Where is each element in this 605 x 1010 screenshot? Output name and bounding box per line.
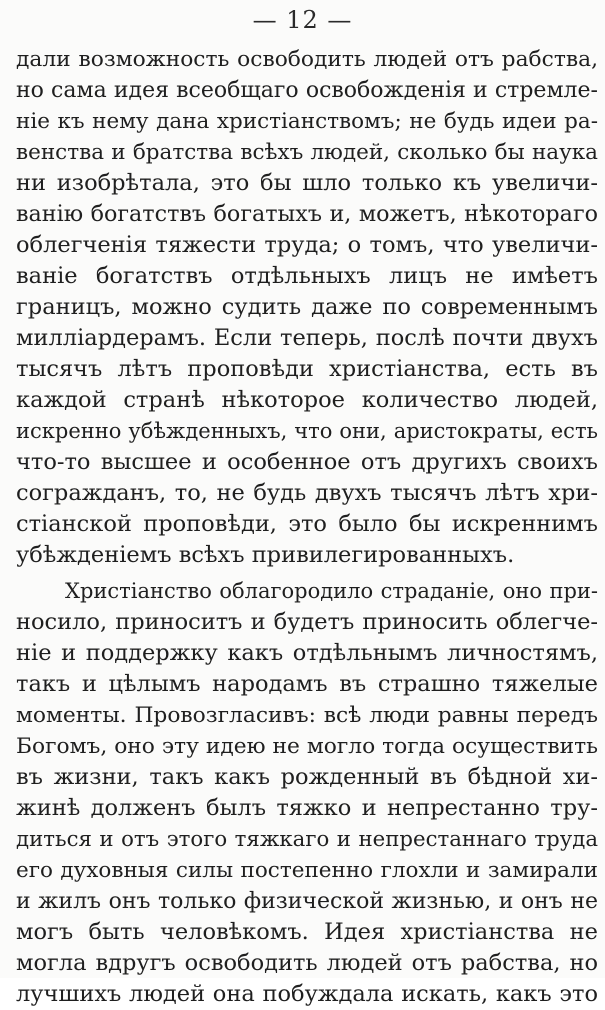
text-line: стіанской проповѣди, это было бы искреннимъ [16, 511, 598, 537]
text-line: могла вдругъ освободить людей отъ рабства, но [16, 950, 598, 976]
text-line: могъ быть человѣкомъ. Идея христіанства не [16, 919, 598, 945]
page-number: — 12 — [252, 6, 353, 34]
paragraph-2 [16, 576, 598, 1010]
text-line: милліардерамъ. Если теперь, послѣ почти двухъ [16, 325, 598, 351]
text-line: что-то высшее и особенное отъ другихъ своихъ [16, 449, 598, 475]
text-line: но сама идея всеобщаго освобожденія и стремле- [16, 78, 598, 103]
text-line: такъ и цѣлымъ народамъ въ страшно тяжелые [16, 671, 598, 697]
text-line: убѣжденіемъ всѣхъ привилегированныхъ. [16, 542, 515, 568]
text-line: его духовныя силы постепенно глохли и замирали [16, 858, 598, 883]
text-line: носило, приноситъ и будетъ приносить облегче- [16, 609, 598, 635]
text-line: согражданъ, то, не будь двухъ тысячъ лѣтъ хри- [16, 480, 598, 506]
text-line: ніе къ нему дана христіанствомъ; не будь идеи ра- [16, 109, 598, 134]
text-line: Богомъ, оно эту идею не могло тогда осуществить [16, 734, 598, 759]
text-line: каждой странѣ нѣкоторое количество людей, [16, 387, 598, 413]
text-line: тысячъ лѣтъ проповѣди христіанства, есть въ [16, 356, 598, 382]
text-line: Христіанство облагородило страданіе, оно при- [65, 579, 598, 603]
text-line: моменты. Провозгласивъ: всѣ люди равны передъ [16, 703, 598, 728]
text-line: границъ, можно судить даже по современнымъ [16, 294, 598, 320]
text-line: ни изобрѣтала, это бы шло только къ увеличи- [16, 170, 598, 196]
text-line: и жилъ онъ только физической жизнью, и онъ не [16, 889, 598, 914]
text-line: лучшихъ людей она побуждала искать, какъ это [16, 981, 598, 1007]
text-line: ніе и поддержку какъ отдѣльнымъ личностямъ, [16, 640, 598, 666]
text-line: жинѣ долженъ былъ тяжко и непрестанно тру- [16, 795, 598, 821]
text-line: дали возможность освободить людей отъ рабства, [16, 47, 598, 72]
text-line: диться и отъ этого тяжкаго и непрестаннаго труда [16, 827, 598, 852]
text-line: ванію богатствъ богатыхъ и, можетъ, нѣкотораго [16, 201, 598, 227]
text-line: въ жизни, такъ какъ рожденный въ бѣдной хи- [16, 764, 598, 790]
paragraph-1 [16, 44, 598, 571]
text-line: искренно убѣжденныхъ, что они, аристократы, есть [16, 419, 598, 443]
text-line: ваніе богатствъ отдѣльныхъ лицъ не имѣетъ [16, 263, 598, 289]
text-line: венства и братства всѣхъ людей, сколько бы наука [16, 140, 598, 165]
body-text [16, 44, 598, 1010]
text-line: облегченія тяжести труда; о томъ, что увеличи- [16, 232, 598, 258]
